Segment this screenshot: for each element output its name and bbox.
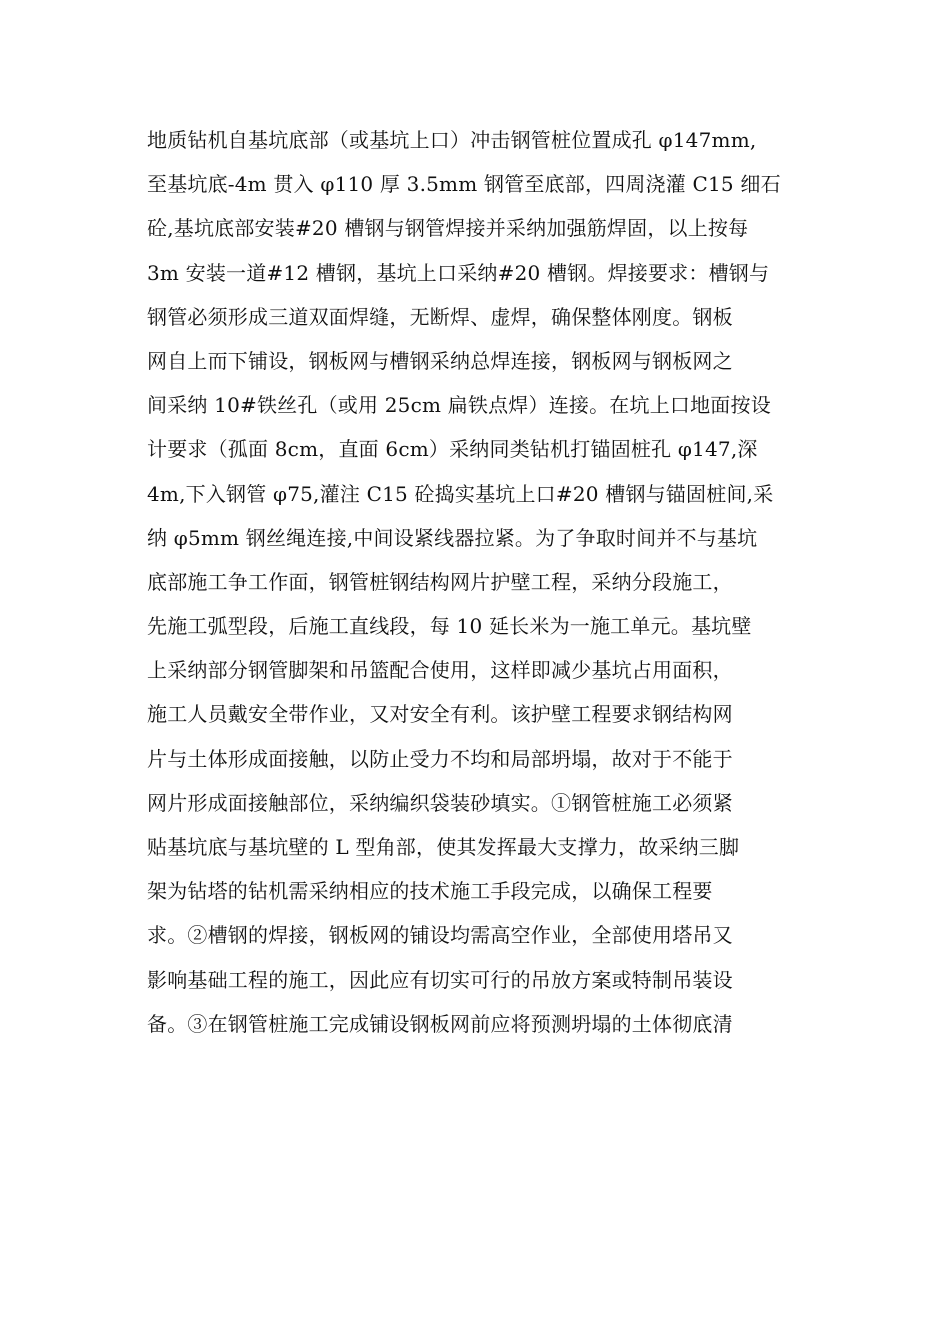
text-line: 影响基础工程的施工，因此应有切实可行的吊放方案或特制吊装设 (147, 967, 733, 992)
text-line: 备。③在钢管桩施工完成铺设钢板网前应将预测坍塌的土体彻底清 (147, 1011, 733, 1036)
text-line: 底部施工争工作面，钢管桩钢结构网片护壁工程，采纳分段施工， (147, 569, 733, 594)
text-line: 上采纳部分钢管脚架和吊篮配合使用，这样即减少基坑占用面积， (147, 658, 733, 683)
text-line: 砼,基坑底部安装#20 槽钢与钢管焊接并采纳加强筋焊固，以上按每 (147, 216, 749, 241)
body-text (147, 118, 812, 1046)
text-line: 纳 φ5mm 钢丝绳连接,中间设紧线器拉紧。为了争取时间并不与基坑 (147, 525, 758, 550)
text-line: 4m,下入钢管 φ75,灌注 C15 砼捣实基坑上口#20 槽钢与锚固桩间,采 (147, 481, 774, 506)
text-line: 施工人员戴安全带作业，又对安全有利。该护壁工程要求钢结构网 (147, 702, 733, 727)
text-line: 求。②槽钢的焊接，钢板网的铺设均需高空作业，全部使用塔吊又 (147, 923, 733, 948)
text-line: 至基坑底-4m 贯入 φ110 厚 3.5mm 钢管至底部，四周浇灌 C15 细石 (147, 172, 781, 197)
text-line: 间采纳 10#铁丝孔（或用 25cm 扁铁点焊）连接。在坑上口地面按设 (147, 393, 771, 418)
text-line: 3m 安装一道#12 槽钢，基坑上口采纳#20 槽钢。焊接要求：槽钢与 (147, 260, 770, 285)
text-line: 网自上而下铺设，钢板网与槽钢采纳总焊连接，钢板网与钢板网之 (147, 348, 733, 373)
text-line: 贴基坑底与基坑壁的 L 型角部，使其发挥最大支撑力，故采纳三脚 (147, 835, 740, 859)
text-line: 先施工弧型段，后施工直线段，每 10 延长米为一施工单元。基坑壁 (147, 614, 752, 639)
text-line: 地质钻机自基坑底部（或基坑上口）冲击钢管桩位置成孔 φ147mm, (147, 128, 757, 152)
text-line: 架为钻塔的钻机需采纳相应的技术施工手段完成，以确保工程要 (147, 879, 713, 904)
text-line: 网片形成面接触部位，采纳编织袋装砂填实。①钢管桩施工必须紧 (147, 790, 733, 815)
text-line: 片与土体形成面接触，以防止受力不均和局部坍塌，故对于不能于 (147, 746, 733, 771)
text-line: 计要求（孤面 8cm，直面 6cm）采纳同类钻机打锚固桩孔 φ147,深 (147, 437, 758, 462)
text-line: 钢管必须形成三道双面焊缝，无断焊、虚焊，确保整体刚度。钢板 (147, 304, 733, 329)
